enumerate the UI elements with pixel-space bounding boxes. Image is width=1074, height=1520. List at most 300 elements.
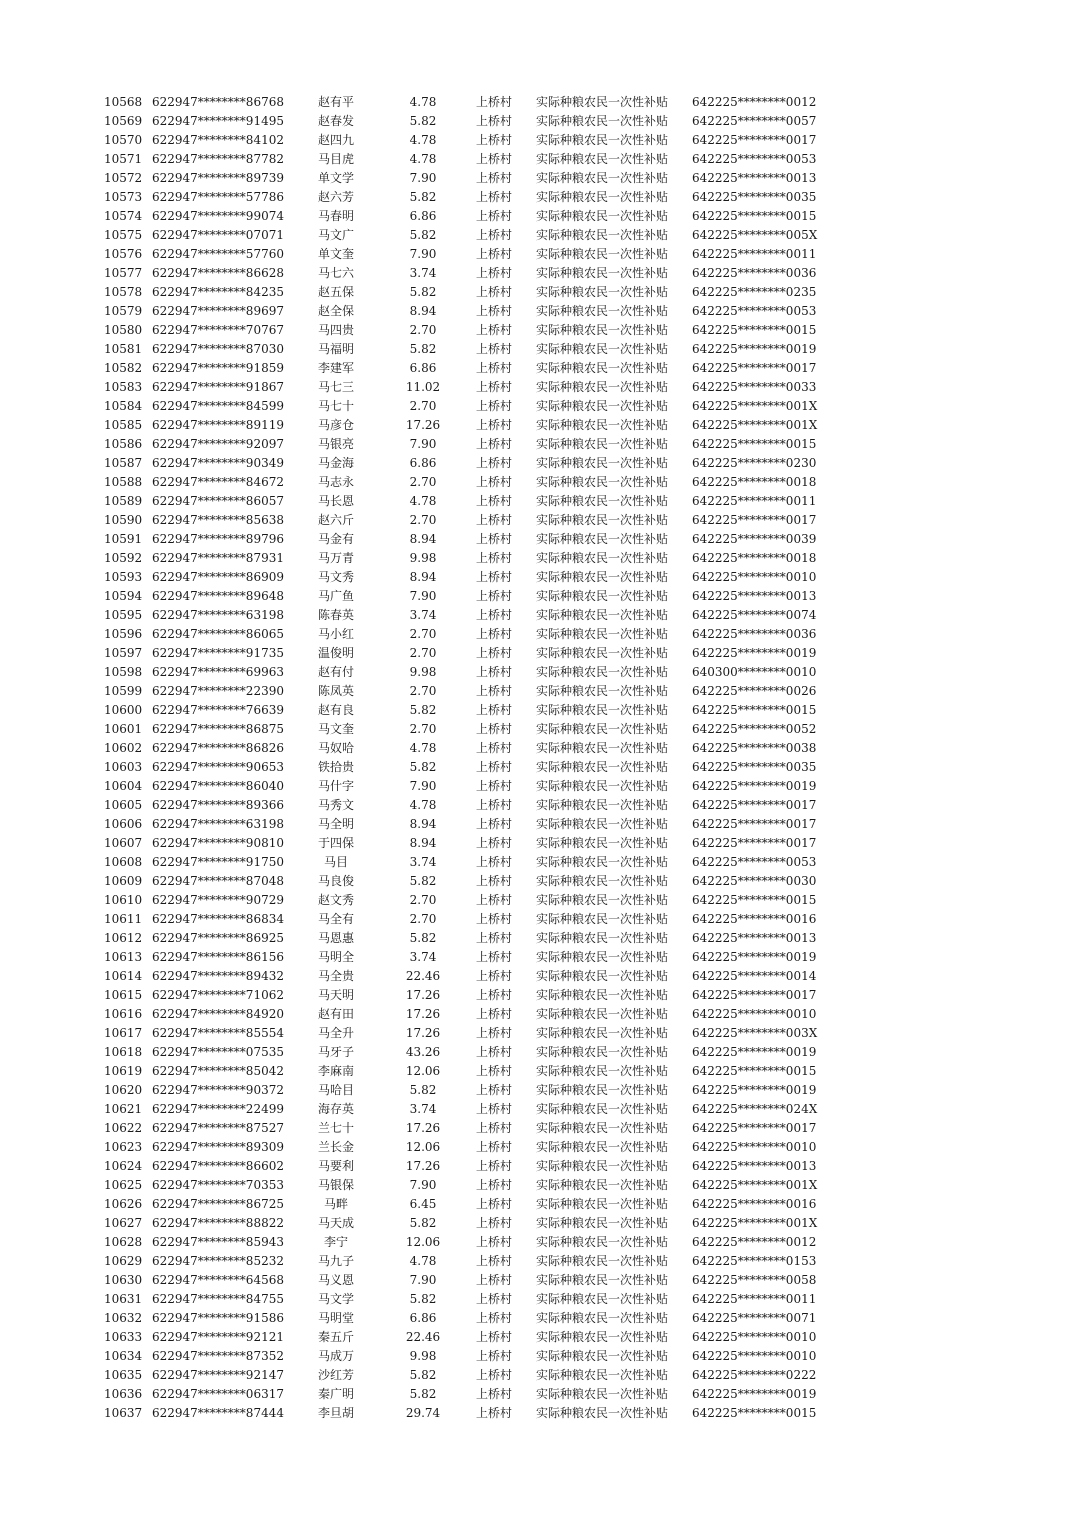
id-number: 642225********0074 (692, 608, 817, 622)
bank-card-number: 622947********69963 (152, 665, 284, 679)
recipient-name: 李旦胡 (317, 1406, 354, 1420)
row-number: 10599 (104, 684, 143, 698)
row-number: 10613 (104, 950, 143, 964)
id-number: 642225********001X (692, 1216, 818, 1230)
recipient-name: 马哈目 (317, 1083, 354, 1097)
row-number: 10585 (104, 418, 143, 432)
subsidy-amount: 7.90 (409, 171, 437, 185)
table-row (0, 663, 1074, 682)
id-number: 642225********0016 (692, 1197, 817, 1211)
village-name: 上桥村 (476, 779, 513, 793)
subsidy-amount: 2.70 (409, 912, 437, 926)
subsidy-amount: 22.46 (405, 1330, 441, 1344)
subsidy-type: 实际种粮农民一次性补贴 (536, 437, 669, 451)
bank-card-number: 622947********86156 (152, 950, 284, 964)
table-row (0, 454, 1074, 473)
table-row (0, 188, 1074, 207)
subsidy-type: 实际种粮农民一次性补贴 (536, 456, 669, 470)
recipient-name: 沙红芳 (317, 1368, 354, 1382)
subsidy-type: 实际种粮农民一次性补贴 (536, 1083, 669, 1097)
subsidy-type: 实际种粮农民一次性补贴 (536, 190, 669, 204)
recipient-name: 马小红 (317, 627, 354, 641)
subsidy-amount: 5.82 (409, 1216, 437, 1230)
village-name: 上桥村 (476, 228, 513, 242)
id-number: 642225********0017 (692, 513, 817, 527)
table-row (0, 1271, 1074, 1290)
subsidy-type: 实际种粮农民一次性补贴 (536, 513, 669, 527)
village-name: 上桥村 (476, 532, 513, 546)
row-number: 10598 (104, 665, 143, 679)
row-number: 10582 (104, 361, 143, 375)
row-number: 10629 (104, 1254, 143, 1268)
id-number: 642225********001X (692, 418, 818, 432)
subsidy-type: 实际种粮农民一次性补贴 (536, 627, 669, 641)
village-name: 上桥村 (476, 1311, 513, 1325)
table-row (0, 701, 1074, 720)
subsidy-type: 实际种粮农民一次性补贴 (536, 1235, 669, 1249)
subsidy-type: 实际种粮农民一次性补贴 (536, 266, 669, 280)
subsidy-type: 实际种粮农民一次性补贴 (536, 1216, 669, 1230)
id-number: 642225********0010 (692, 1349, 817, 1363)
id-number: 642225********0013 (692, 1159, 817, 1173)
table-row (0, 1005, 1074, 1024)
table-row (0, 549, 1074, 568)
row-number: 10574 (104, 209, 143, 223)
recipient-name: 马恩惠 (317, 931, 354, 945)
village-name: 上桥村 (476, 1254, 513, 1268)
recipient-name: 赵四九 (317, 133, 354, 147)
bank-card-number: 622947********91867 (152, 380, 284, 394)
subsidy-amount: 6.86 (409, 361, 437, 375)
row-number: 10579 (104, 304, 143, 318)
table-row (0, 1024, 1074, 1043)
subsidy-type: 实际种粮农民一次性补贴 (536, 1159, 669, 1173)
village-name: 上桥村 (476, 1140, 513, 1154)
bank-card-number: 622947********86925 (152, 931, 284, 945)
subsidy-type: 实际种粮农民一次性补贴 (536, 171, 669, 185)
table-row (0, 682, 1074, 701)
id-number: 642225********0030 (692, 874, 817, 888)
village-name: 上桥村 (476, 152, 513, 166)
table-row (0, 1081, 1074, 1100)
village-name: 上桥村 (476, 209, 513, 223)
table-row (0, 1233, 1074, 1252)
village-name: 上桥村 (476, 190, 513, 204)
bank-card-number: 622947********87352 (152, 1349, 284, 1363)
village-name: 上桥村 (476, 456, 513, 470)
row-number: 10617 (104, 1026, 143, 1040)
id-number: 642225********0057 (692, 114, 817, 128)
recipient-name: 马明全 (317, 950, 354, 964)
village-name: 上桥村 (476, 855, 513, 869)
table-row (0, 644, 1074, 663)
table-row (0, 1309, 1074, 1328)
id-number: 642225********0011 (692, 1292, 817, 1306)
row-number: 10625 (104, 1178, 143, 1192)
subsidy-type: 实际种粮农民一次性补贴 (536, 703, 669, 717)
subsidy-type: 实际种粮农民一次性补贴 (536, 1026, 669, 1040)
table-row (0, 93, 1074, 112)
table-row (0, 1328, 1074, 1347)
table-row (0, 1385, 1074, 1404)
id-number: 642225********0017 (692, 817, 817, 831)
subsidy-type: 实际种粮农民一次性补贴 (536, 760, 669, 774)
recipient-name: 马明堂 (317, 1311, 354, 1325)
id-number: 642225********0015 (692, 323, 817, 337)
bank-card-number: 622947********86909 (152, 570, 284, 584)
village-name: 上桥村 (476, 608, 513, 622)
recipient-name: 马天明 (317, 988, 354, 1002)
subsidy-amount: 5.82 (409, 342, 437, 356)
subsidy-amount: 6.86 (409, 456, 437, 470)
table-row (0, 378, 1074, 397)
village-name: 上桥村 (476, 513, 513, 527)
subsidy-type: 实际种粮农民一次性补贴 (536, 323, 669, 337)
row-number: 10575 (104, 228, 143, 242)
subsidy-amount: 17.26 (405, 418, 441, 432)
id-number: 642225********0017 (692, 1121, 817, 1135)
village-name: 上桥村 (476, 931, 513, 945)
recipient-name: 赵有付 (317, 665, 354, 679)
village-name: 上桥村 (476, 969, 513, 983)
subsidy-amount: 5.82 (409, 1387, 437, 1401)
bank-card-number: 622947********91495 (152, 114, 284, 128)
recipient-name: 秦广明 (317, 1387, 354, 1401)
table-row (0, 511, 1074, 530)
table-row (0, 283, 1074, 302)
recipient-name: 铁拾贵 (317, 760, 354, 774)
recipient-name: 马志永 (317, 475, 354, 489)
table-row (0, 606, 1074, 625)
subsidy-type: 实际种粮农民一次性补贴 (536, 304, 669, 318)
bank-card-number: 622947********89796 (152, 532, 284, 546)
recipient-name: 赵有田 (317, 1007, 354, 1021)
village-name: 上桥村 (476, 1197, 513, 1211)
id-number: 642225********0039 (692, 532, 817, 546)
village-name: 上桥村 (476, 1159, 513, 1173)
id-number: 642225********0053 (692, 304, 817, 318)
bank-card-number: 622947********87931 (152, 551, 284, 565)
table-row (0, 340, 1074, 359)
row-number: 10586 (104, 437, 143, 451)
subsidy-amount: 5.82 (409, 760, 437, 774)
bank-card-number: 622947********57760 (152, 247, 284, 261)
subsidy-amount: 8.94 (409, 532, 437, 546)
subsidy-type: 实际种粮农民一次性补贴 (536, 209, 669, 223)
recipient-name: 秦五斤 (317, 1330, 354, 1344)
row-number: 10631 (104, 1292, 143, 1306)
subsidy-type: 实际种粮农民一次性补贴 (536, 1007, 669, 1021)
bank-card-number: 622947********86040 (152, 779, 284, 793)
subsidy-amount: 5.82 (409, 931, 437, 945)
village-name: 上桥村 (476, 950, 513, 964)
bank-card-number: 622947********91859 (152, 361, 284, 375)
bank-card-number: 622947********89697 (152, 304, 284, 318)
bank-card-number: 622947********90729 (152, 893, 284, 907)
table-row (0, 720, 1074, 739)
bank-card-number: 622947********71062 (152, 988, 284, 1002)
village-name: 上桥村 (476, 874, 513, 888)
row-number: 10595 (104, 608, 143, 622)
id-number: 642225********0058 (692, 1273, 817, 1287)
id-number: 642225********0230 (692, 456, 817, 470)
subsidy-type: 实际种粮农民一次性补贴 (536, 494, 669, 508)
subsidy-type: 实际种粮农民一次性补贴 (536, 532, 669, 546)
village-name: 上桥村 (476, 1368, 513, 1382)
village-name: 上桥村 (476, 1102, 513, 1116)
table-row (0, 1404, 1074, 1423)
subsidy-type: 实际种粮农民一次性补贴 (536, 1406, 669, 1420)
subsidy-amount: 4.78 (409, 1254, 437, 1268)
subsidy-amount: 17.26 (405, 1121, 441, 1135)
row-number: 10608 (104, 855, 143, 869)
recipient-name: 马要利 (317, 1159, 354, 1173)
subsidy-amount: 7.90 (409, 589, 437, 603)
table-row (0, 1138, 1074, 1157)
bank-card-number: 622947********86065 (152, 627, 284, 641)
table-row (0, 131, 1074, 150)
row-number: 10607 (104, 836, 143, 850)
village-name: 上桥村 (476, 893, 513, 907)
recipient-name: 马金有 (317, 532, 354, 546)
row-number: 10591 (104, 532, 143, 546)
id-number: 642225********0010 (692, 1007, 817, 1021)
id-number: 642225********0011 (692, 494, 817, 508)
table-row (0, 435, 1074, 454)
village-name: 上桥村 (476, 399, 513, 413)
bank-card-number: 622947********87030 (152, 342, 284, 356)
table-row (0, 1347, 1074, 1366)
recipient-name: 马全明 (317, 817, 354, 831)
recipient-name: 赵六芳 (317, 190, 354, 204)
bank-card-number: 622947********90372 (152, 1083, 284, 1097)
table-row (0, 948, 1074, 967)
subsidy-amount: 29.74 (405, 1406, 441, 1420)
village-name: 上桥村 (476, 171, 513, 185)
subsidy-type: 实际种粮农民一次性补贴 (536, 1254, 669, 1268)
bank-card-number: 622947********22499 (152, 1102, 284, 1116)
subsidy-type: 实际种粮农民一次性补贴 (536, 779, 669, 793)
subsidy-amount: 8.94 (409, 570, 437, 584)
recipient-name: 马全升 (317, 1026, 354, 1040)
id-number: 642225********0053 (692, 855, 817, 869)
recipient-name: 兰长金 (317, 1140, 354, 1154)
subsidy-type: 实际种粮农民一次性补贴 (536, 969, 669, 983)
bank-card-number: 622947********86628 (152, 266, 284, 280)
id-number: 642225********0038 (692, 741, 817, 755)
row-number: 10626 (104, 1197, 143, 1211)
bank-card-number: 622947********85638 (152, 513, 284, 527)
subsidy-type: 实际种粮农民一次性补贴 (536, 361, 669, 375)
row-number: 10600 (104, 703, 143, 717)
id-number: 642225********0235 (692, 285, 817, 299)
bank-card-number: 622947********86057 (152, 494, 284, 508)
recipient-name: 李建军 (317, 361, 354, 375)
subsidy-type: 实际种粮农民一次性补贴 (536, 855, 669, 869)
recipient-name: 海存英 (317, 1102, 354, 1116)
subsidy-amount: 6.86 (409, 209, 437, 223)
village-name: 上桥村 (476, 1349, 513, 1363)
subsidy-type: 实际种粮农民一次性补贴 (536, 836, 669, 850)
subsidy-type: 实际种粮农民一次性补贴 (536, 1197, 669, 1211)
row-number: 10568 (104, 95, 143, 109)
id-number: 642225********0019 (692, 1387, 817, 1401)
row-number: 10624 (104, 1159, 143, 1173)
id-number: 642225********0012 (692, 1235, 817, 1249)
village-name: 上桥村 (476, 1045, 513, 1059)
bank-card-number: 622947********84672 (152, 475, 284, 489)
table-row (0, 1366, 1074, 1385)
subsidy-type: 实际种粮农民一次性补贴 (536, 399, 669, 413)
subsidy-type: 实际种粮农民一次性补贴 (536, 1387, 669, 1401)
row-number: 10593 (104, 570, 143, 584)
village-name: 上桥村 (476, 285, 513, 299)
subsidy-type: 实际种粮农民一次性补贴 (536, 114, 669, 128)
subsidy-amount: 8.94 (409, 836, 437, 850)
subsidy-amount: 7.90 (409, 437, 437, 451)
subsidy-type: 实际种粮农民一次性补贴 (536, 380, 669, 394)
recipient-name: 李宁 (323, 1235, 348, 1249)
table-row (0, 492, 1074, 511)
table-row (0, 207, 1074, 226)
subsidy-amount: 12.06 (405, 1064, 441, 1078)
subsidy-amount: 2.70 (409, 323, 437, 337)
table-row (0, 815, 1074, 834)
subsidy-type: 实际种粮农民一次性补贴 (536, 912, 669, 926)
subsidy-amount: 2.70 (409, 475, 437, 489)
village-name: 上桥村 (476, 703, 513, 717)
row-number: 10590 (104, 513, 143, 527)
subsidy-type: 实际种粮农民一次性补贴 (536, 988, 669, 1002)
bank-card-number: 622947********89309 (152, 1140, 284, 1154)
recipient-name: 马成万 (317, 1349, 354, 1363)
subsidy-type: 实际种粮农民一次性补贴 (536, 1121, 669, 1135)
subsidy-amount: 6.45 (409, 1197, 437, 1211)
table-row (0, 1214, 1074, 1233)
subsidy-amount: 4.78 (409, 152, 437, 166)
row-number: 10603 (104, 760, 143, 774)
bank-card-number: 622947********85042 (152, 1064, 284, 1078)
subsidy-type: 实际种粮农民一次性补贴 (536, 1045, 669, 1059)
bank-card-number: 622947********86602 (152, 1159, 284, 1173)
subsidy-type: 实际种粮农民一次性补贴 (536, 817, 669, 831)
id-number: 642225********0153 (692, 1254, 817, 1268)
bank-card-number: 622947********84755 (152, 1292, 284, 1306)
table-row (0, 910, 1074, 929)
subsidy-amount: 22.46 (405, 969, 441, 983)
subsidy-type: 实际种粮农民一次性补贴 (536, 228, 669, 242)
id-number: 642225********0036 (692, 266, 817, 280)
village-name: 上桥村 (476, 1178, 513, 1192)
row-number: 10618 (104, 1045, 143, 1059)
row-number: 10610 (104, 893, 143, 907)
subsidy-amount: 9.98 (409, 551, 437, 565)
recipient-name: 马天成 (317, 1216, 354, 1230)
village-name: 上桥村 (476, 1406, 513, 1420)
village-name: 上桥村 (476, 1007, 513, 1021)
row-number: 10627 (104, 1216, 143, 1230)
subsidy-amount: 17.26 (405, 1007, 441, 1021)
subsidy-type: 实际种粮农民一次性补贴 (536, 551, 669, 565)
id-number: 642225********0015 (692, 437, 817, 451)
id-number: 642225********0014 (692, 969, 817, 983)
village-name: 上桥村 (476, 418, 513, 432)
bank-card-number: 622947********84599 (152, 399, 284, 413)
recipient-name: 马万青 (317, 551, 354, 565)
row-number: 10569 (104, 114, 143, 128)
id-number: 642225********0015 (692, 1064, 817, 1078)
village-name: 上桥村 (476, 1064, 513, 1078)
subsidy-type: 实际种粮农民一次性补贴 (536, 1064, 669, 1078)
row-number: 10609 (104, 874, 143, 888)
recipient-name: 马银亮 (317, 437, 354, 451)
subsidy-type: 实际种粮农民一次性补贴 (536, 1330, 669, 1344)
village-name: 上桥村 (476, 912, 513, 926)
recipient-name: 马春明 (317, 209, 354, 223)
bank-card-number: 622947********64568 (152, 1273, 284, 1287)
row-number: 10622 (104, 1121, 143, 1135)
subsidy-type: 实际种粮农民一次性补贴 (536, 570, 669, 584)
id-number: 642225********0052 (692, 722, 817, 736)
row-number: 10615 (104, 988, 143, 1002)
table-row (0, 1176, 1074, 1195)
recipient-name: 马文秀 (317, 570, 354, 584)
id-number: 642225********0019 (692, 950, 817, 964)
table-row (0, 112, 1074, 131)
id-number: 642225********0011 (692, 247, 817, 261)
village-name: 上桥村 (476, 665, 513, 679)
id-number: 642225********0035 (692, 190, 817, 204)
subsidy-amount: 9.98 (409, 665, 437, 679)
row-number: 10633 (104, 1330, 143, 1344)
village-name: 上桥村 (476, 304, 513, 318)
id-number: 642225********0017 (692, 133, 817, 147)
recipient-name: 马文广 (317, 228, 354, 242)
bank-card-number: 622947********86826 (152, 741, 284, 755)
bank-card-number: 622947********63198 (152, 817, 284, 831)
subsidy-amount: 2.70 (409, 893, 437, 907)
subsidy-amount: 43.26 (405, 1045, 441, 1059)
bank-card-number: 622947********07071 (152, 228, 284, 242)
row-number: 10616 (104, 1007, 143, 1021)
bank-card-number: 622947********90653 (152, 760, 284, 774)
subsidy-type: 实际种粮农民一次性补贴 (536, 741, 669, 755)
village-name: 上桥村 (476, 1330, 513, 1344)
recipient-name: 马义恩 (317, 1273, 354, 1287)
recipient-name: 赵全保 (317, 304, 354, 318)
recipient-name: 马福明 (317, 342, 354, 356)
bank-card-number: 622947********87048 (152, 874, 284, 888)
table-row (0, 891, 1074, 910)
village-name: 上桥村 (476, 266, 513, 280)
recipient-name: 马全贵 (317, 969, 354, 983)
subsidy-amount: 5.82 (409, 114, 437, 128)
subsidy-amount: 12.06 (405, 1235, 441, 1249)
row-number: 10594 (104, 589, 143, 603)
village-name: 上桥村 (476, 570, 513, 584)
village-name: 上桥村 (476, 1387, 513, 1401)
village-name: 上桥村 (476, 323, 513, 337)
subsidy-amount: 7.90 (409, 247, 437, 261)
id-number: 642225********0036 (692, 627, 817, 641)
recipient-name: 马广鱼 (317, 589, 354, 603)
table-row (0, 245, 1074, 264)
bank-card-number: 622947********85554 (152, 1026, 284, 1040)
row-number: 10602 (104, 741, 143, 755)
table-row (0, 777, 1074, 796)
id-number: 642225********0015 (692, 893, 817, 907)
village-name: 上桥村 (476, 589, 513, 603)
